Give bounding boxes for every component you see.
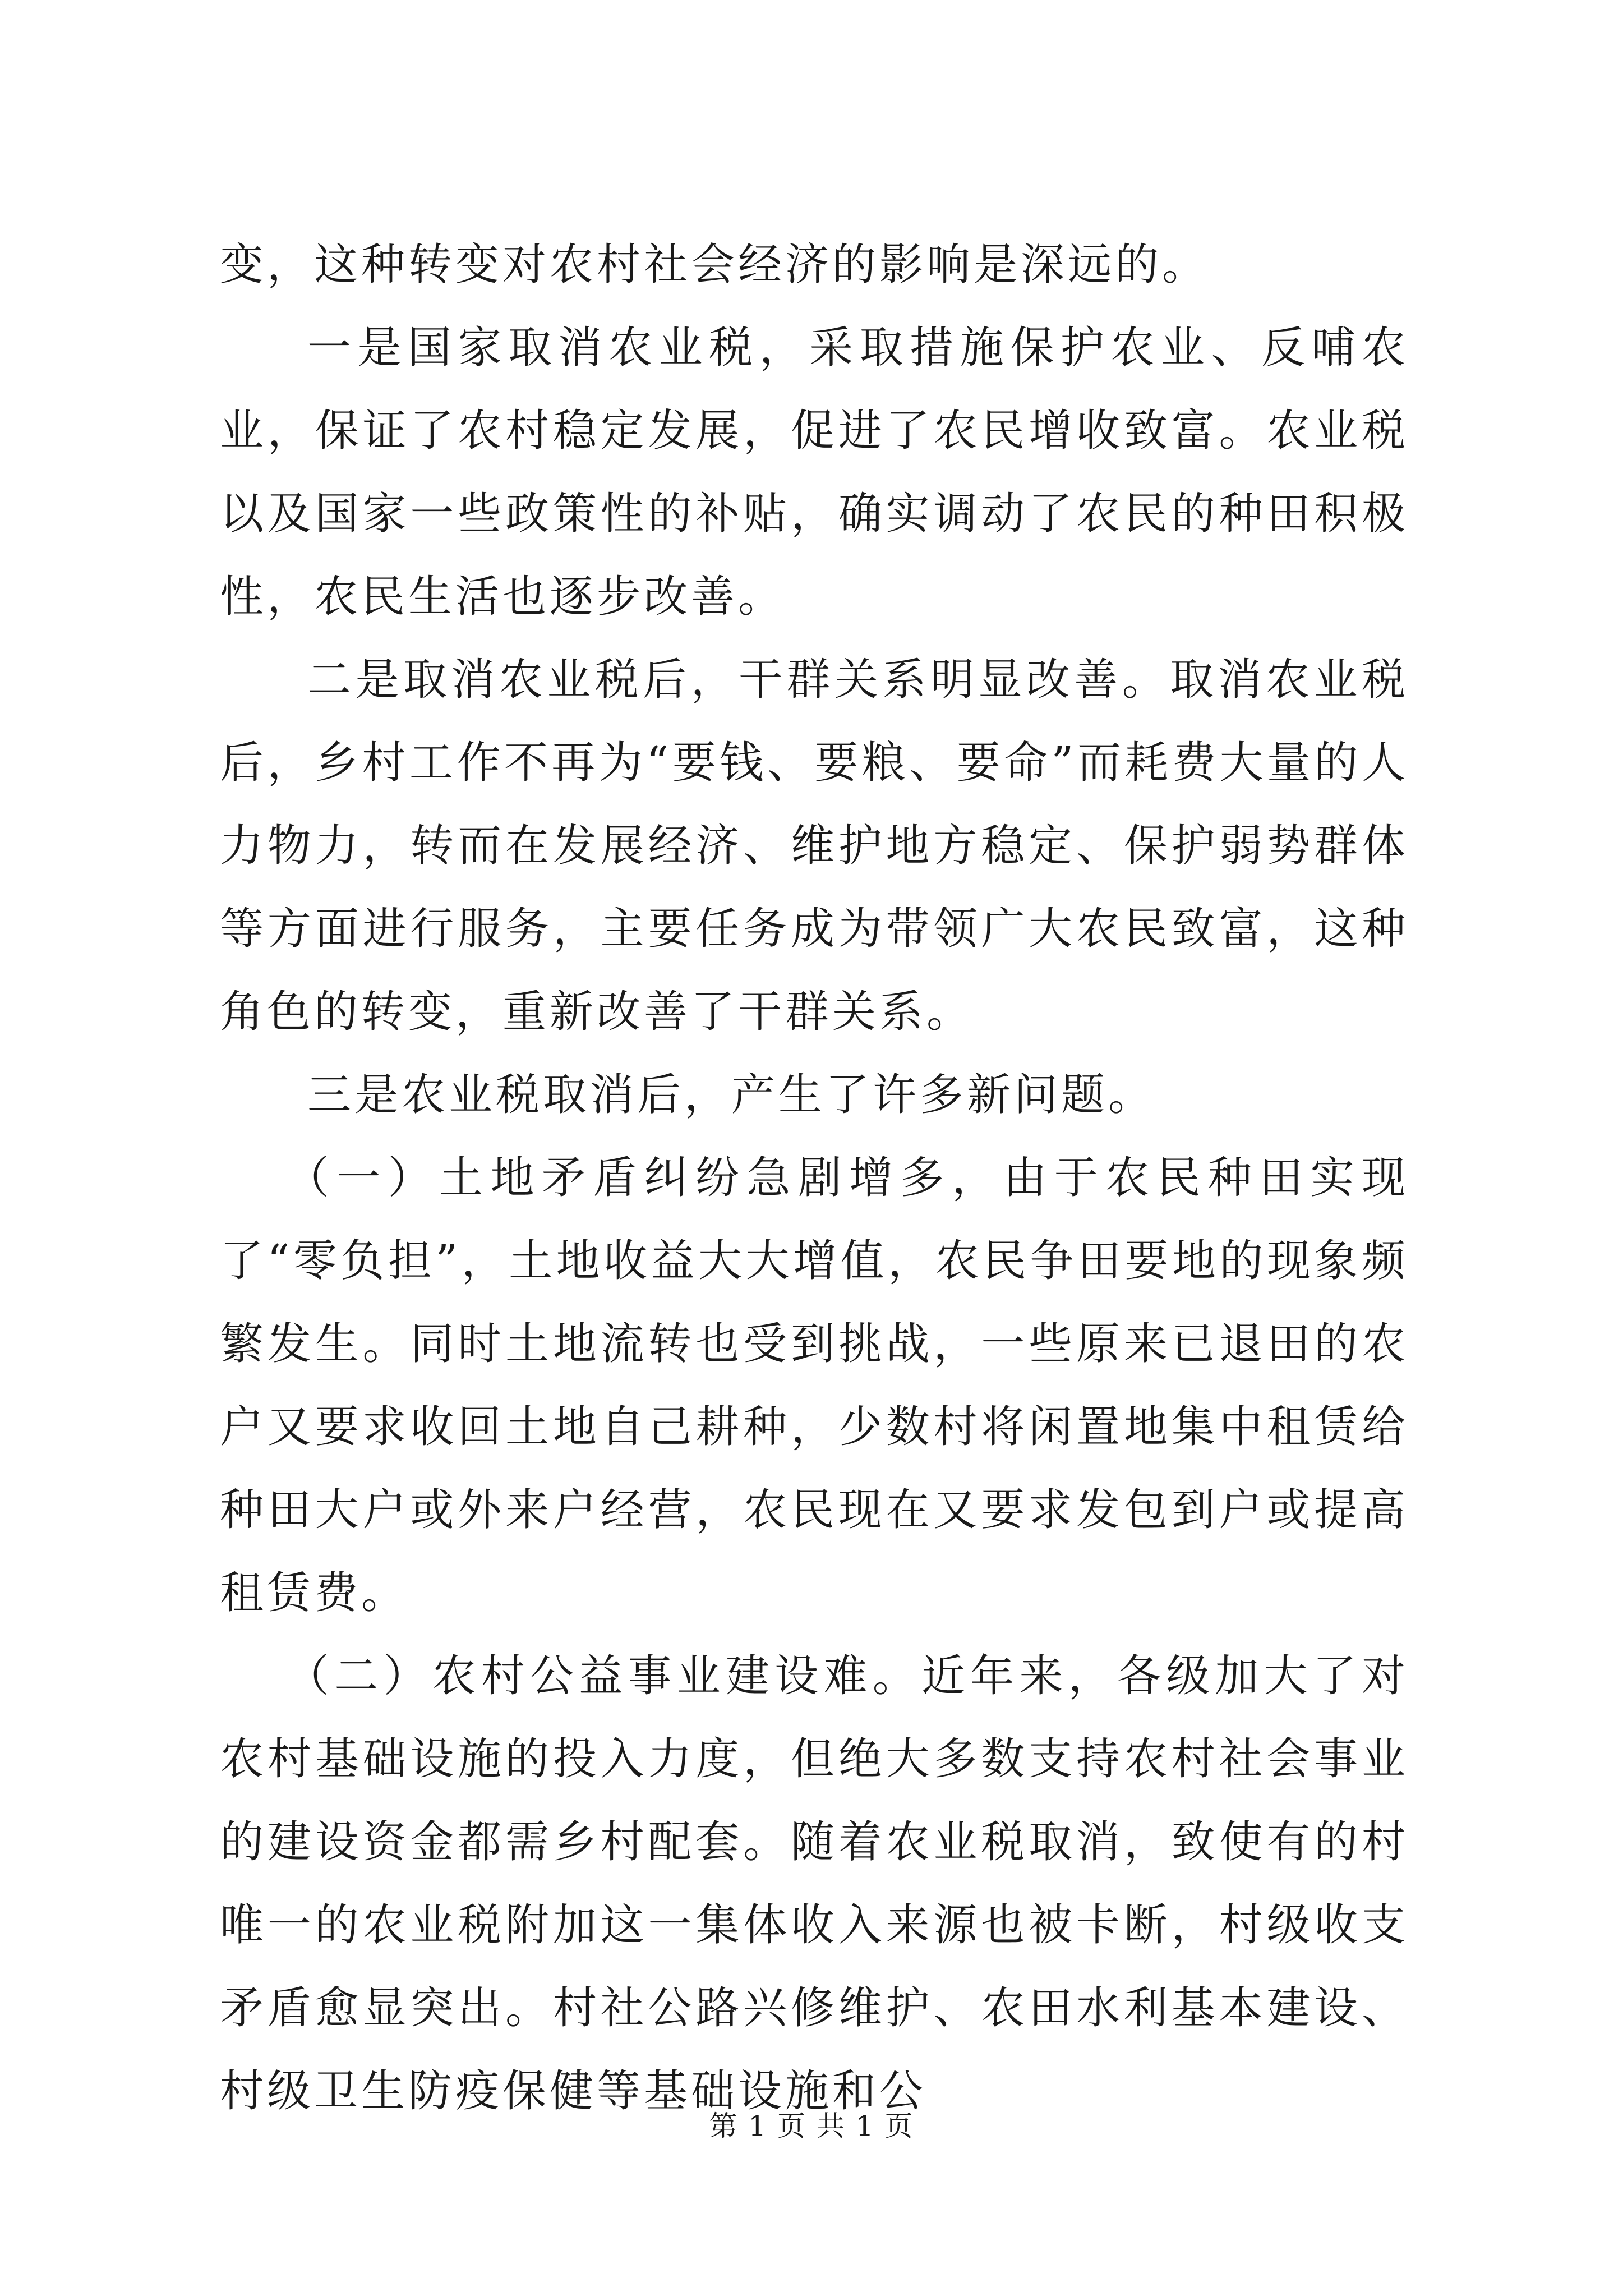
document-body [220,223,1409,2133]
page-number-label: 第 1 页 共 1 页 [709,2110,914,2142]
paragraph-point-one: 一是国家取消农业税，采取措施保护农业、反哺农业，保证了农村稳定发展，促进了农民增收致富。农业税以及国家一些政策性的补贴，确实调动了农民的种田积极性，农民生活也逐步改善。 [220,323,1409,622]
paragraph-continuation: 变，这种转变对农村社会经济的影响是深远的。 [220,240,1210,290]
paragraph-point-two: 二是取消农业税后，干群关系明显改善。取消农业税后，乡村工作不再为“要钱、要粮、要命”而耗费大量的人力物力，转而在发展经济、维护地方稳定、保护弱势群体等方面进行服务，主要任务成为带领广大农民致富，这种角色的转变，重新改善了干群关系。 [220,655,1409,1037]
paragraph-point-three: 三是农业税取消后，产生了许多新问题。 [307,1070,1156,1120]
paragraph-subpoint-one: （一）土地矛盾纠纷急剧增多，由于农民种田实现了“零负担”，土地收益大大增值，农民争田要地的现象频繁发生。同时土地流转也受到挑战，一些原来已退田的农户又要求收回土地自己耕种，少数村将闲置地集中租赁给种田大户或外来户经营，农民现在又要求发包到户或提高租赁费。 [220,1153,1409,1618]
page-footer [0,2109,1623,2143]
paragraph-subpoint-two: （二）农村公益事业建设难。近年来，各级加大了对农村基础设施的投入力度，但绝大多数支持农村社会事业的建设资金都需乡村配套。随着农业税取消，致使有的村唯一的农业税附加这一集体收入来源也被卡断，村级收支矛盾愈显突出。村社公路兴修维护、农田水利基本建设、村级卫生防疫保健等基础设施和公 [220,1651,1409,2116]
